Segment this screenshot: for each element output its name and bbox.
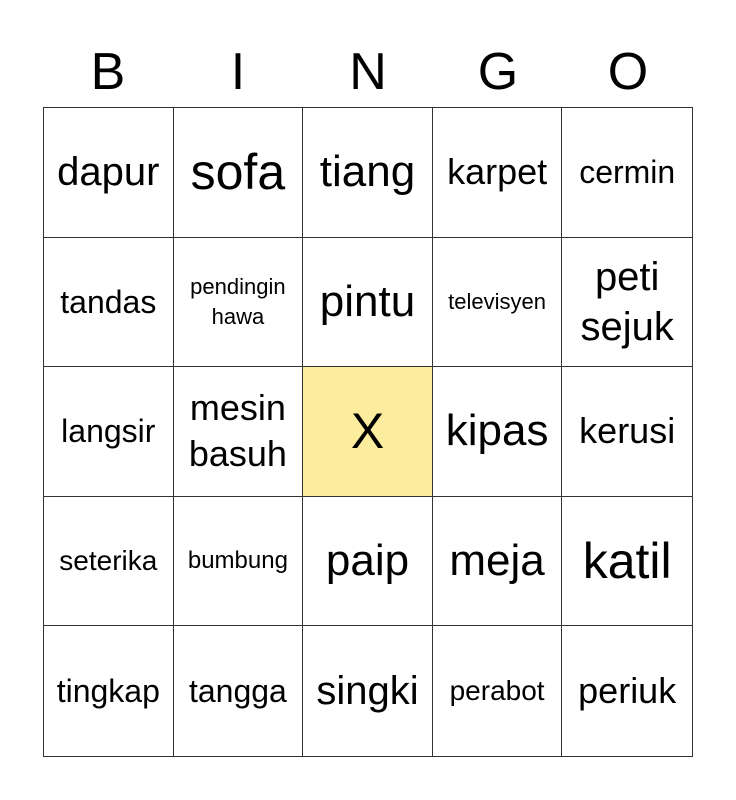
bingo-cell-r4-c2[interactable] (174, 497, 304, 627)
header-letter-g: G (477, 43, 519, 101)
cell-text: bumbung (187, 547, 288, 575)
bingo-cell-r5-c2[interactable] (174, 626, 304, 756)
cell-text: tangga (188, 673, 287, 710)
cell-text: periuk (578, 670, 677, 712)
bingo-cell-r4-c5[interactable] (562, 497, 692, 627)
bingo-cell-r2-c3[interactable] (303, 238, 433, 368)
cell-text: televisyen (448, 288, 547, 314)
header-letter-o: O (607, 43, 649, 101)
bingo-cell-r5-c4[interactable] (433, 626, 563, 756)
free-space-mark: X (350, 403, 385, 460)
cell-text: sofa (190, 144, 286, 201)
cell-text: peti sejuk (580, 254, 674, 349)
cell-text: pendingin hawa (190, 273, 286, 329)
free-space-cell[interactable] (303, 367, 433, 497)
cell-text: tiang (319, 147, 416, 197)
bingo-cell-r1-c1[interactable] (44, 108, 174, 238)
bingo-cell-r5-c3[interactable] (303, 626, 433, 756)
cell-text: paip (325, 536, 410, 586)
bingo-cell-r4-c3[interactable] (303, 497, 433, 627)
cell-text: tandas (60, 283, 157, 320)
bingo-cell-r5-c5[interactable] (562, 626, 692, 756)
bingo-cell-r1-c3[interactable] (303, 108, 433, 238)
bingo-cell-r2-c2[interactable] (174, 238, 304, 368)
cell-text: pintu (319, 276, 416, 326)
cell-text: singki (316, 669, 419, 714)
cell-text: dapur (57, 150, 160, 195)
bingo-cell-r1-c4[interactable] (433, 108, 563, 238)
cell-text: cermin (579, 154, 676, 191)
cell-text: karpet (447, 151, 548, 193)
header-letter-b: B (90, 43, 126, 101)
bingo-cell-r2-c5[interactable] (562, 238, 692, 368)
cell-text: kerusi (579, 410, 676, 452)
bingo-cell-r1-c2[interactable] (174, 108, 304, 238)
bingo-cell-r2-c4[interactable] (433, 238, 563, 368)
header-letter-i: I (230, 43, 246, 101)
cell-text: kipas (445, 406, 549, 456)
cell-text: tingkap (56, 673, 160, 710)
bingo-header (43, 38, 693, 106)
cell-text: mesin basuh (188, 387, 287, 475)
bingo-cell-r3-c5[interactable] (562, 367, 692, 497)
bingo-cell-r5-c1[interactable] (44, 626, 174, 756)
cell-text: langsir (61, 413, 156, 450)
bingo-cell-r1-c5[interactable] (562, 108, 692, 238)
cell-text: meja (449, 536, 545, 586)
bingo-cell-r3-c4[interactable] (433, 367, 563, 497)
bingo-cell-r4-c1[interactable] (44, 497, 174, 627)
cell-text: seterika (59, 545, 158, 577)
cell-text: katil (582, 533, 672, 590)
header-letter-n: N (349, 43, 387, 101)
bingo-grid (43, 107, 693, 757)
bingo-cell-r3-c1[interactable] (44, 367, 174, 497)
bingo-cell-r4-c4[interactable] (433, 497, 563, 627)
cell-text: perabot (449, 675, 545, 707)
bingo-cell-r3-c2[interactable] (174, 367, 304, 497)
bingo-cell-r2-c1[interactable] (44, 238, 174, 368)
